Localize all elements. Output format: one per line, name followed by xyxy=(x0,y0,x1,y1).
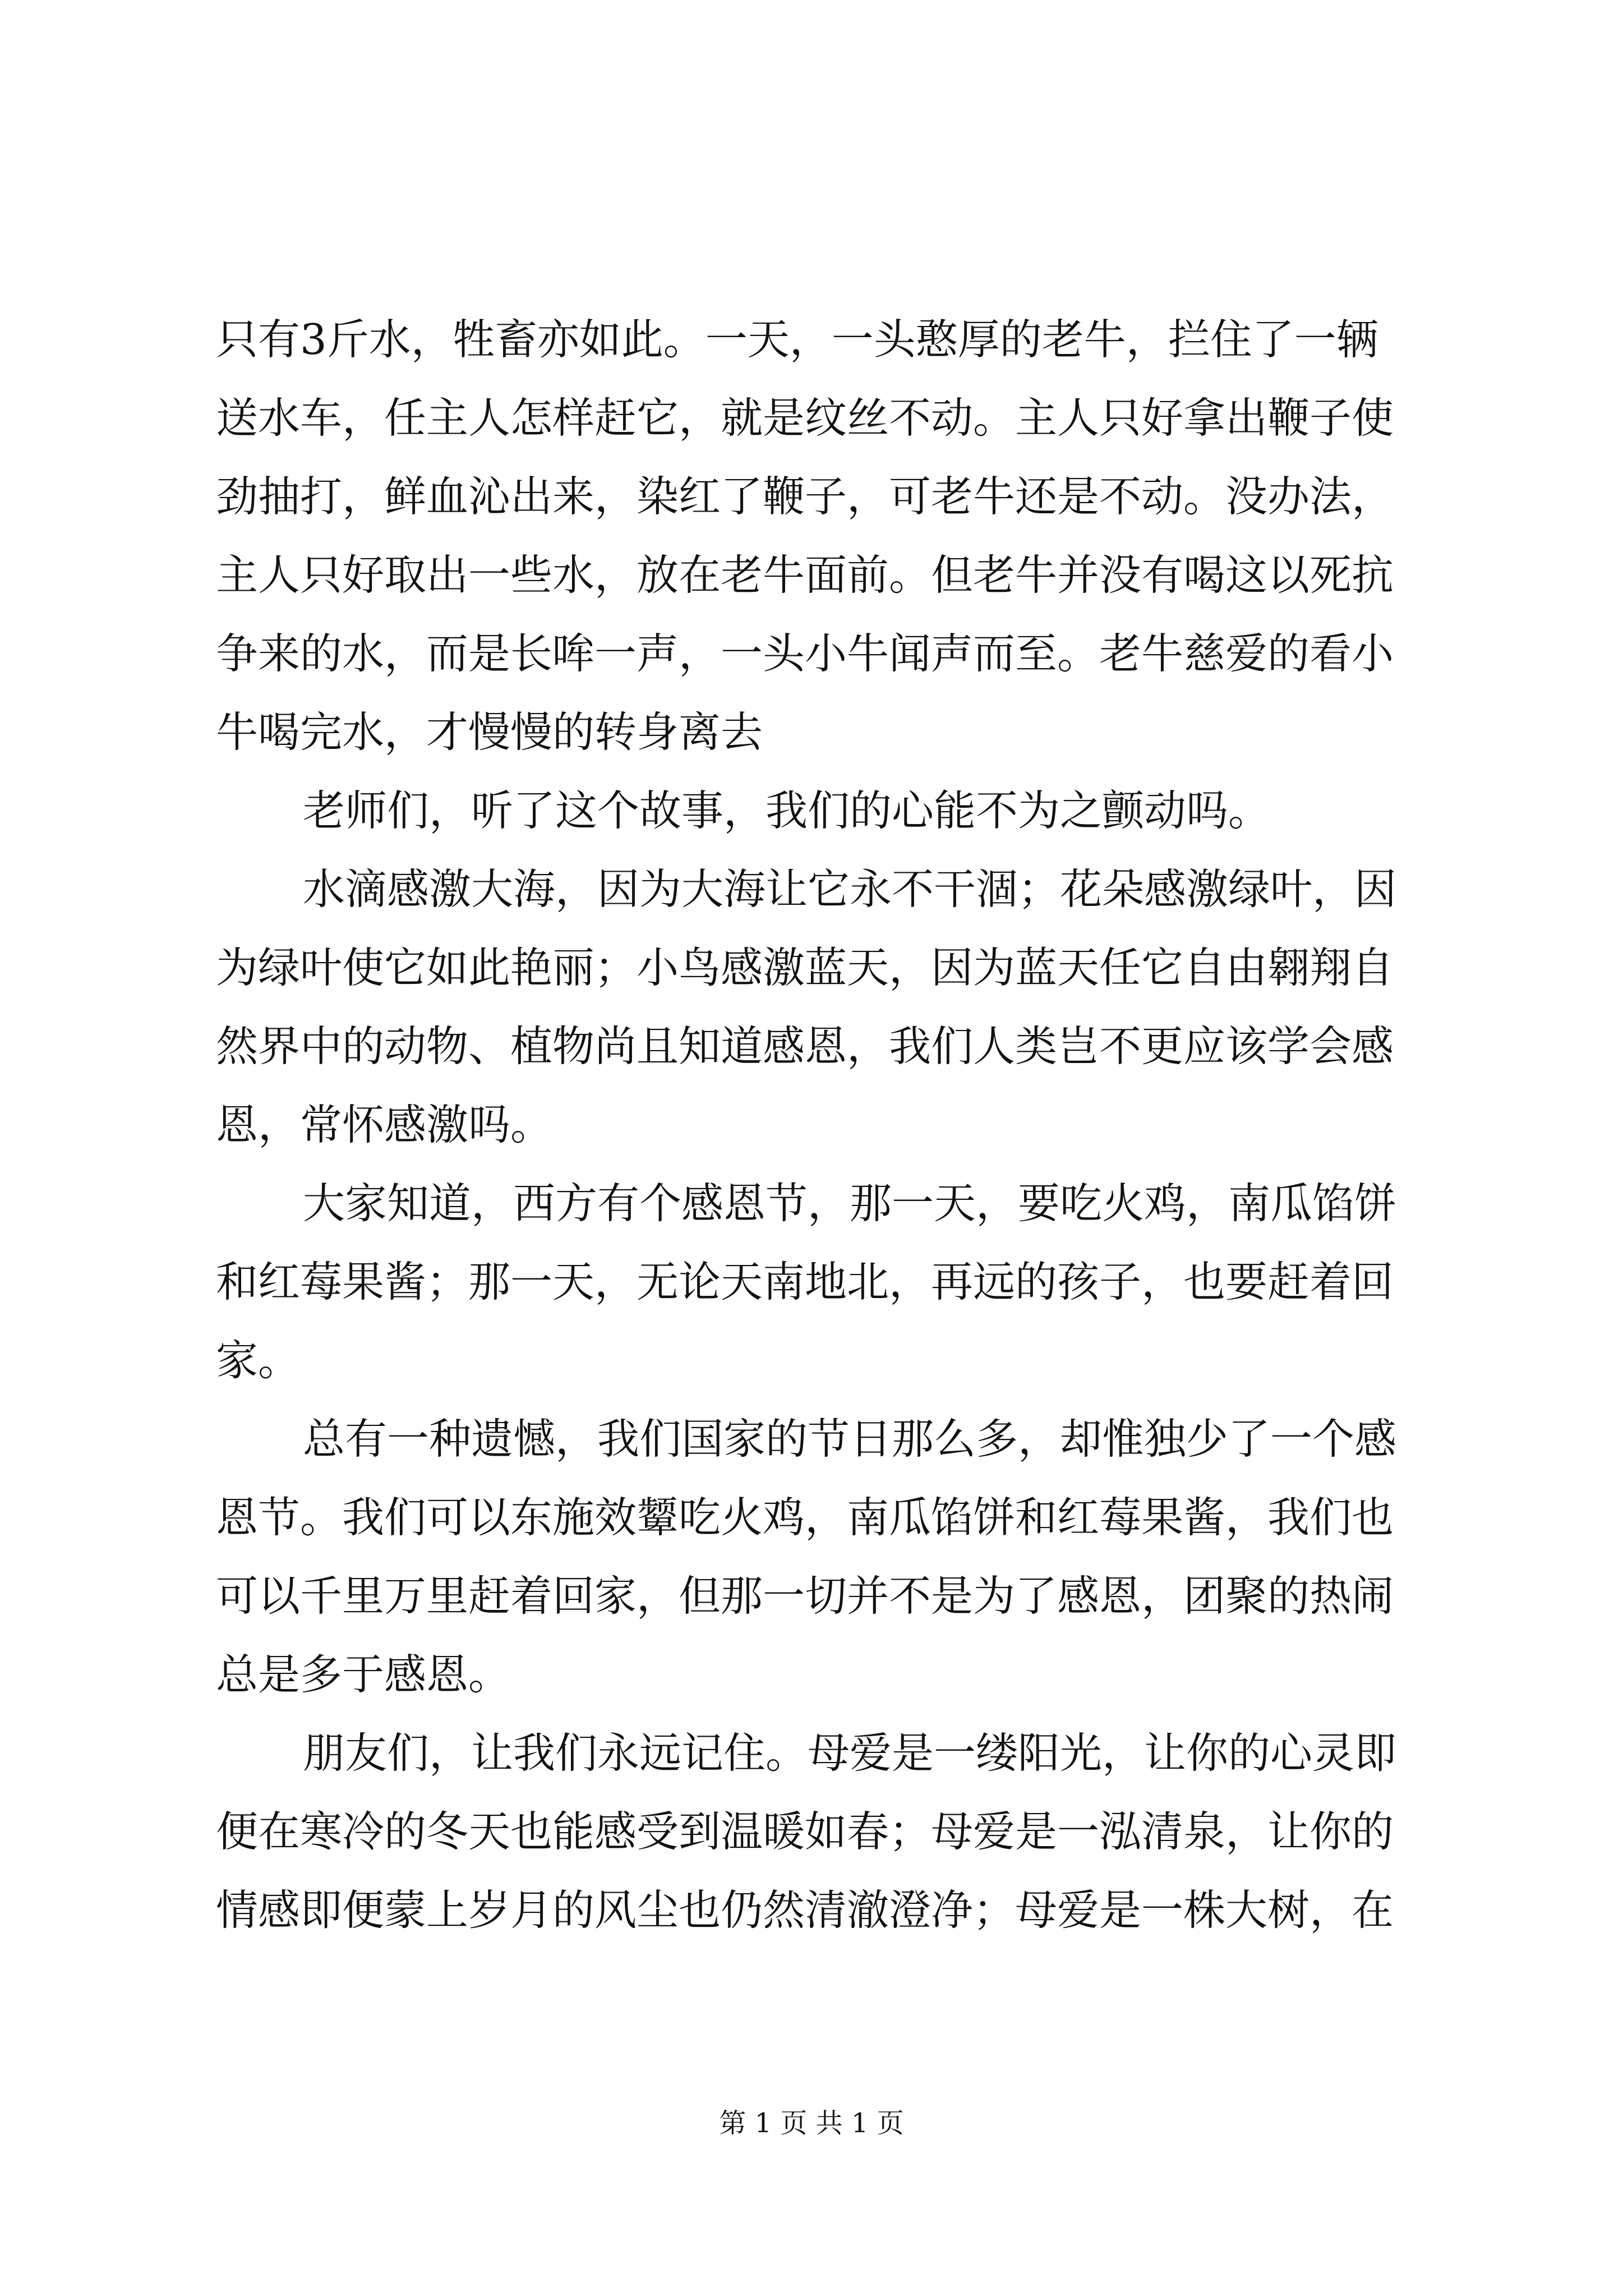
text-line: 大家知道，西方有个感恩节，那一天，要吃火鸡，南瓜馅饼 xyxy=(303,1179,1397,1228)
text-line: 然界中的动物、植物尚且知道感恩，我们人类岂不更应该学会感 xyxy=(216,1022,1394,1071)
text-line: 朋友们，让我们永远记住。母爱是一缕阳光，让你的心灵即 xyxy=(303,1728,1397,1778)
text-line: 老师们，听了这个故事，我们的心能不为之颤动吗。 xyxy=(303,786,1271,835)
text-line: 恩节。我们可以东施效颦吃火鸡，南瓜馅饼和红莓果酱，我们也 xyxy=(216,1493,1394,1542)
text-line: 送水车，任主人怎样赶它，就是纹丝不动。主人只好拿出鞭子使 xyxy=(216,393,1394,443)
text-line: 情感即便蒙上岁月的风尘也仍然清澈澄净；母爱是一株大树，在 xyxy=(216,1885,1394,1935)
text-line: 恩，常怀感激吗。 xyxy=(216,1100,553,1149)
text-line: 总有一种遗憾，我们国家的节日那么多，却惟独少了一个感 xyxy=(303,1414,1397,1464)
text-line: 家。 xyxy=(216,1336,301,1385)
text-line: 牛喝完水，才慢慢的转身离去 xyxy=(216,707,763,757)
body-text xyxy=(216,300,1416,1949)
text-line: 劲抽打，鲜血沁出来，染红了鞭子，可老牛还是不动。没办法， xyxy=(216,472,1394,521)
text-line: 争来的水，而是长哞一声，一头小牛闻声而至。老牛慈爱的看小 xyxy=(216,629,1394,678)
text-line: 便在寒冷的冬天也能感受到温暖如春；母爱是一泓清泉，让你的 xyxy=(216,1807,1394,1856)
text-line: 和红莓果酱；那一天，无论天南地北，再远的孩子，也要赶着回 xyxy=(216,1257,1394,1306)
text-line: 为绿叶使它如此艳丽；小鸟感激蓝天，因为蓝天任它自由翱翔自 xyxy=(216,943,1394,992)
page-number-footer: 第 1 页 共 1 页 xyxy=(719,2108,904,2139)
text-line: 水滴感激大海，因为大海让它永不干涸；花朵感激绿叶，因 xyxy=(303,864,1397,914)
text-line: 可以千里万里赶着回家，但那一切并不是为了感恩，团聚的热闹 xyxy=(216,1571,1394,1621)
text-line: 只有3斤水，牲畜亦如此。一天，一头憨厚的老牛，拦住了一辆 xyxy=(216,315,1378,364)
text-line: 主人只好取出一些水，放在老牛面前。但老牛并没有喝这以死抗 xyxy=(216,550,1394,600)
text-line: 总是多于感恩。 xyxy=(216,1650,511,1699)
